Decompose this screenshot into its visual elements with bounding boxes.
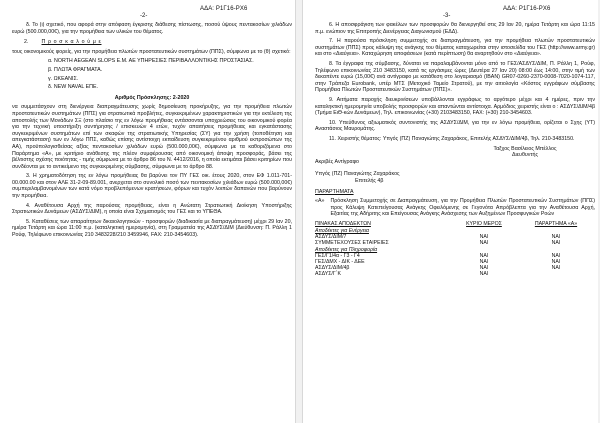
- ada-label: ΑΔΑ: Ρ1Γ16-ΡΧ6: [200, 6, 248, 12]
- officer-name: Υπγός (ΠΖ) Παναγιώτης Ζαχαράκος: [315, 171, 400, 178]
- recipient-item: α. NORTH AEGEAN SLOPS Ε.Μ. ΑΕ ΥΠΗΡΕΣΙΕΣ ΠΕΡΙΒΑΛΛΟΝΤΙΚΗΣ ΠΡΟΣΤΑΣΙΑΣ.: [48, 58, 254, 65]
- table-cell: [517, 271, 595, 277]
- table-cell: ΝΑΙ: [551, 259, 561, 266]
- annex-heading: ΠΑΡΑΡΤΗΜΑΤΑ: [315, 189, 354, 196]
- paragraph-11: 11. Χειριστής θέματος: Υπγός (ΠΖ) Παναγιώτης Ζαχαράκος, Επιτελής ΑΣΔΥΣ/ΔΙΜ/4β, Τηλ. 210-3483150.: [329, 135, 575, 142]
- recipients-table: [315, 221, 595, 278]
- paragraph-6: 6. Η αποσφράγιση των φακέλων των προσφορών θα διενεργηθεί στις 29 Ιαν 20, ημέρα Τετάρτη και ώρα 11:15 π.μ. ενώπιον της Επιτροπής Διενέργειας Διαγωνισμού (ΕΔΔ).: [315, 22, 595, 35]
- page-right: [302, 0, 598, 423]
- paragraph-3: 3. Η χρηματοδότηση της εν λόγω προμήθειας θα βαρύνει τον ΠΥ ΓΕΣ οικ. έτους 2020, στον ΕΦ 1.011-701-00.000.00 και στον ΑΛΕ 31-2-09-89.001, ανερχεται στο συνολικό ποσό των πεντακοσίων χιλιάδων ευρώ (500.000,00€) συμπεριλαμβανομένων των κατά νόμο προβλεπόμενων κρατήσεων, φόρων και τυχόν λοιπών δαπανών που βαρύνουν την προμήθεια.: [12, 173, 292, 200]
- officer-role: Επιτελής 4β: [355, 177, 384, 184]
- table-header: ΚΥΡΙΟ ΜΕΡΟΣ: [466, 220, 502, 227]
- table-cell: ΑΣΔΥΣ/Γ΄Κ: [315, 271, 341, 278]
- recipient-item: β. ΠΛΩΤΑ ΦΡΑΓΜΑΤΑ.: [48, 66, 103, 73]
- page-number: -3-: [443, 13, 451, 19]
- table-cell: ΣΥΜΜΕΤΕΧΟΥΣΕΣ ΕΤΑΙΡΕΙΕΣ: [315, 240, 389, 247]
- signature-name: Ταξχος Βασίλειος Μπέλλος: [493, 145, 557, 152]
- table-cell: ΝΑΙ: [551, 234, 561, 241]
- paragraph-4: 4. Αναθέτουσα Αρχή της παρούσας προμήθειας, είναι η Ανώτατη Στρατιωτική Διοίκηση Υποστήριξης Στρατιωτικών Δυνάμεων (ΑΣΔΥΣ/ΔΙΜ), η οποία είναι Σχηματισμός του ΓΕΣ και το ΥΠΕΘΑ.: [12, 202, 292, 216]
- table-cell: ΝΑΙ: [551, 265, 561, 272]
- table-cell: ΝΑΙ: [479, 259, 489, 266]
- paragraph-delta: δ. Το (ι) σχετικό, που αφορά στην απόφαση έγκρισης διάθεσης πίστωσης, ποσού ύψους πεντακοσίων χιλιάδων ευρώ (500.000,00€), για την προμήθεια των υλικών του θέματος.: [12, 22, 292, 35]
- annex-a-label: «Α»: [315, 198, 325, 205]
- table-cell: ΓΕΣ/ΔΜΧ - ΔΙΚ - ΔΕΕ: [315, 259, 365, 266]
- paragraph-7: 7. Η παρούσα πρόσκληση συμμετοχής σε διαπραγμάτευση, για την προμήθεια πλωτών προστατευτικών συστημάτων (ΠΠΣ) προς κάλυψη της ανάγκης του θέματος καταχωρείται στην ιστοσελίδα του ΓΕΣ (http://www.army.gr) και στο «Διαύγεια». Καταχώρηση αποφάσεων (κατά περίπτωση) θα αναρτηθούν στο «Διαύγεια».: [315, 38, 595, 58]
- section-title: Π ρ ο σ κ α λ ο ύ μ ε: [41, 39, 102, 46]
- page-right-content: [315, 22, 595, 278]
- paragraph-10: 10. Υπεύθυνος αξιωματικός συντονιστής της ΑΣΔΥΣ/ΔΙΜ, για την εν λόγω προμήθεια, ορίζεται ο Σχης (ΥΤ) Αναστάσιος Μαυρομάτης.: [315, 119, 595, 133]
- ada-label: ΑΔΑ: Ρ1Γ16-ΡΧ6: [503, 6, 551, 12]
- recipient-item: δ. NEW NAVAL ΕΠΕ.: [48, 84, 98, 91]
- table-cell: Αποδέκτες για Πληροφορία: [315, 246, 378, 253]
- table-cell: ΝΑΙ: [551, 240, 561, 247]
- paragraph-5: 5. Καταθέσεις των απαραίτητων δικαιολογητικών - προσφορών (διαδικασία με διαπραγμάτευση) μέχρι 29 Ιαν 20, ημέρα Τετάρτη και ώρα 11:00 π.μ. (καταληκτική ημερομηνία), στη Γραμματεία της ΑΣΔΥΣ/ΔΙΜ (Διεύθυνση: Π. Ράλλη 1 Ρούφ, Τηλέφωνο επικοινωνίας 210 3483228/210 3459946, FAX: 210-3454603).: [12, 218, 292, 239]
- table-cell: ΝΑΙ: [479, 265, 489, 272]
- table-cell: ΝΑΙ: [479, 252, 489, 259]
- table-cell: Αποδέκτες για Ενέργεια: [315, 228, 369, 235]
- table-cell: ΝΑΙ: [479, 240, 489, 247]
- table-cell: ΝΑΙ: [479, 271, 489, 278]
- recipient-item: γ. ΩΚΕΑΝΙΣ.: [48, 75, 79, 82]
- annex-a-text: Πρόσκληση Συμμετοχής σε Διαπραγμάτευση, για την Προμήθεια Πλωτών Προστατευτικών Συστημάτων (ΠΠΣ) προς Κάλυψη Κατεπείγουσας Ανάγκης Οφειλόμενης σε Γεγονότα Απρόβλεπτα για την Αναθέτουσα Αρχή, Εξαιτίας της Αδήριτης και Επείγουσας Ανάγκης Ανάσχεσης των Αυξημένων Προσφυγικών Ροών: [330, 198, 595, 218]
- signature-role: Διευθυντής: [511, 152, 539, 159]
- paragraph-main: να συμμετάσχουν στη διενέργεια διαπραγμάτευσης χωρίς δημοσίευση προκήρυξης, για την προμήθεια πλωτών προστατευτικών συστημάτων (ΠΠΣ) για στρατιωτικά προβλήτες, συγκεκριμένων χαρακτηριστικών για την εκτέλεση της αποστολής των Μονάδων ΣΞ (στο πλαίσιο της εν λόγω προμήθειας εντάσσονται υποχρεώσεις του οικονομικού φορέα για την τεχνική υποστήριξη συντήρησης / επισκευών 4 ετών, τυχόν απαιτήσεις προμήθειας και εγκατάστασης συγκεκριμένων συστημάτων επί των σκαφών της στρατιωτικής Υπηρεσίας (ΣΥ) για την χρήση (τοποθέτηση και απεγκατάσταση) των εν λόγω ΠΠΣ, καθώς επίσης αντίστοιχη εκπαίδευση συγκεκριμένου αριθμού εκπροσώπων της ΑΑ), προϋπολογισθείσας αξίας πεντακοσίων χιλιάδων ευρώ (500.000,00€), σύμφωνα με τα καθοριζόμενα στο Παράρτημα «Α», με κριτήριο ανάθεσης της πλέον συμφέρουσας από οικονομική άποψη προσφοράς, βάσει της βέλτιστης σχέσης ποιότητας - τιμής σύμφωνα με το άρθρο 86 του Ν. 4412/2016, η οποία εκτιμάται βάσει κριτηρίων που συνδέονται με το αντικείμενο της συγκεκριμένης σύμβασης, σύμφωνα με το άρθρο 88.: [12, 104, 292, 170]
- invite-text: τους οικονομικούς φορείς, για την προμήθεια πλωτών προστατευτικών συστημάτων (ΠΠΣ), σύμφωνα με το (θ) σχετικό:: [12, 48, 291, 55]
- section-number: 2.: [24, 39, 29, 46]
- table-cell: ΑΣΔΥΣ/ΔΙΜ/7: [315, 234, 347, 241]
- table-cell: ΝΑΙ: [479, 234, 489, 241]
- page-left: [0, 0, 296, 423]
- page-number: -2-: [140, 13, 148, 19]
- accurate-copy: Ακριβές Αντίγραφο: [315, 158, 359, 165]
- section-heading: [24, 39, 292, 46]
- table-row: [315, 271, 595, 277]
- table-cell: ΑΣΔΥΣ/ΔΙΜ/4β: [315, 265, 350, 272]
- table-header: ΠΑΡΑΡΤΗΜΑ «Α»: [534, 220, 578, 227]
- paragraph-9: 9. Αιτήματα παροχής διευκρινίσεων υποβάλλονται εγγράφως το αργότερο μέχρι και 4 ημέρες, πριν την καταληκτική ημερομηνία υποβολής προσφορών και απαντώνται αντίστοιχα. Αρμόδιος χειριστής είναι ο : ΑΣΔΥΣ/ΔΙΜ/4β (Τμήμα ΕιΘ-κών Δυνάμεων), Τηλ. επικοινωνίας (+30) 2103483150, FAX: (+30) 210-3454603.: [315, 96, 595, 117]
- page-left-content: [12, 22, 292, 242]
- table-header: ΠΙΝΑΚΑΣ ΑΠΟΔΕΚΤΩΝ: [315, 220, 371, 227]
- invitation-title: Αριθμός Πρόσκλησης: 2-2020: [114, 94, 190, 101]
- annex-a: [315, 198, 595, 218]
- paragraph-8: 8. Τα έγγραφα της σύμβασης, δύναται να παραλαμβάνονται μόνο από το ΓΕΣ/ΑΣΔΥΣ/ΔΙΜ, Π. Ράλλη 1, Ρούφ, Τηλέφωνο επικοινωνίας 210 3483150, κατά τις εργάσιμες ώρες (Δευτέρα 27 Ιαν 20) 08:00 έως 14:00, στην τιμή των δεκαπέντε ευρώ (15,00€) ανά αντίγραφο με κατάθεση στο λογαριασμό (IBAN) GR07-0260-2370-0008-7020-1074-117, στην Τράπεζα Eurobank, υπέρ ΜΤΣ (Μετοχικό Ταμείο Στρατού), με την αιτιολογία «Κόστος εγγράφων σύμβασης Προμήθεια Πλωτών Προστατευτικών Συστημάτων (ΠΠΣ)».: [315, 60, 595, 94]
- table-cell: ΓΕΣ/Γ1/4α - Γ3 - Γ4: [315, 252, 360, 259]
- table-cell: ΝΑΙ: [551, 252, 561, 259]
